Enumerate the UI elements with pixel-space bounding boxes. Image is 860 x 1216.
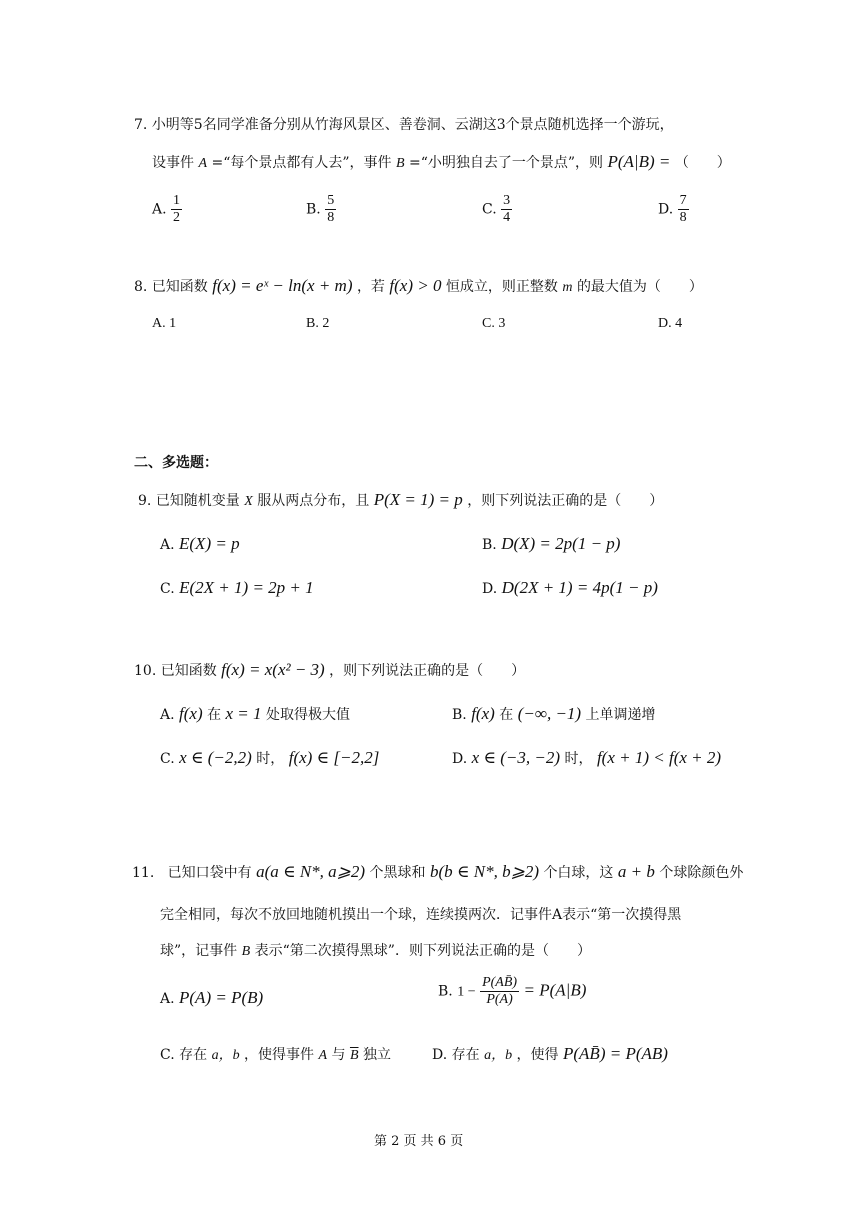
q10-option-d-text: 时， xyxy=(564,751,593,767)
q11-option-b-one: 1 − xyxy=(457,984,476,1000)
q11-option-c-ab: a，b xyxy=(211,1048,240,1063)
q7-text-line1: 小明等5名同学准备分别从竹海风景区、善卷洞、云湖这3个景点随机选择一个游玩， xyxy=(151,117,674,133)
q10-option-b-label: B. xyxy=(452,707,467,723)
q8-text-c: 恒成立，则正整数 xyxy=(445,279,558,295)
q8-condition-expr: f(x) > 0 xyxy=(389,276,442,295)
q11-option-d xyxy=(432,1044,668,1064)
q11-option-d-label: D. xyxy=(432,1047,448,1063)
q7-text-a: 设事件 xyxy=(152,155,194,171)
q9-option-a-expr: E(X) = p xyxy=(179,534,240,553)
page-footer: 第 2 页 共 6 页 xyxy=(374,1134,464,1149)
q9-var-x: X xyxy=(244,494,253,509)
q10-function-expr: f(x) = x(x² − 3) xyxy=(221,660,325,679)
q11-option-c-label: C. xyxy=(160,1047,175,1063)
q7-option-b-label: B. xyxy=(306,201,321,218)
q9-option-d-label: D. xyxy=(482,581,498,597)
q8-text-d: 的最大值为（ ） xyxy=(576,279,703,295)
q7-line1 xyxy=(134,114,674,134)
q10-stem xyxy=(134,660,525,680)
q10-option-b-expr: f(x) xyxy=(471,704,495,723)
q11-option-d-ab: a，b xyxy=(484,1048,513,1063)
q9-option-b-label: B. xyxy=(482,537,497,553)
q8-option-c: C. 3 xyxy=(482,316,506,331)
q11-line1 xyxy=(132,862,743,882)
q7-option-d xyxy=(658,194,689,225)
q10-option-c-label: C. xyxy=(160,751,175,767)
q11-option-b-rhs: = P(A|B) xyxy=(523,980,587,1000)
q7-line2 xyxy=(152,152,731,172)
q7-option-b xyxy=(306,194,336,225)
q7-text-b: =“每个景点都有人去”，事件 xyxy=(211,155,392,171)
q11-text-b: 个黑球和 xyxy=(369,865,426,881)
q7-probability-expr: P(A|B) = xyxy=(607,152,671,171)
q11-option-c-event-a: A xyxy=(318,1048,328,1063)
q9-option-a-label: A. xyxy=(160,537,175,553)
q11-option-a xyxy=(160,988,263,1008)
q9-number: 9. xyxy=(138,493,152,509)
q10-option-a-label: A. xyxy=(160,707,175,723)
q8-text-a: 已知函数 xyxy=(151,279,208,295)
q10-option-c-text: 时， xyxy=(256,751,285,767)
q7-option-b-fraction: $\frac{5}{8}$ xyxy=(327,193,335,225)
q9-option-c xyxy=(160,578,314,598)
q9-option-d xyxy=(482,578,658,598)
q11-total-expr: a + b xyxy=(617,862,655,881)
q10-option-a-expr: f(x) xyxy=(179,704,203,723)
q10-option-a-expr2: x = 1 xyxy=(225,704,262,723)
q11-number: 11. xyxy=(132,865,155,881)
q7-answer-paren: （ ） xyxy=(674,155,731,171)
q11-option-c-text-d: 独立 xyxy=(362,1047,391,1063)
q11-option-d-text-b: ，使得 xyxy=(516,1047,559,1063)
q10-number: 10. xyxy=(134,663,157,679)
q10-option-b-expr2: (−∞, −1) xyxy=(517,704,582,723)
q11-option-d-expr: P(AB̄) = P(AB) xyxy=(563,1044,668,1063)
q10-text-a: 已知函数 xyxy=(160,663,217,679)
q10-option-d-expr: x ∈ (−3, −2) xyxy=(471,748,561,767)
q10-option-d-label: D. xyxy=(452,751,468,767)
q10-option-d-expr2: f(x + 1) < f(x + 2) xyxy=(596,748,722,767)
q11-option-d-text-a: 存在 xyxy=(451,1047,480,1063)
section-multiple-choice-heading: 二、多选题： xyxy=(134,455,218,471)
q8-option-d: D. 4 xyxy=(658,316,683,331)
q8-option-b: B. 2 xyxy=(306,316,330,331)
q9-option-c-label: C. xyxy=(160,581,175,597)
q9-stem xyxy=(138,490,663,510)
q10-option-b-text2: 上单调递增 xyxy=(585,707,656,723)
q11-option-a-expr: P(A) = P(B) xyxy=(179,988,264,1007)
q10-option-b-text: 在 xyxy=(499,707,514,723)
q11-text-d: 个球除颜色外 xyxy=(659,865,744,881)
q9-option-d-expr: D(2X + 1) = 4p(1 − p) xyxy=(501,578,658,597)
q11-option-b-label: B. xyxy=(438,983,453,1000)
q11-option-b xyxy=(438,976,586,1007)
q7-event-a: A xyxy=(198,156,208,171)
q8-number: 8. xyxy=(134,279,148,295)
q11-option-c-event-b-bar: $\overline{B}$ xyxy=(349,1048,359,1063)
q11-black-count-expr: a(a ∈ N*, a⩾2) xyxy=(256,862,366,881)
q7-option-a-label: A. xyxy=(152,201,167,218)
q11-option-b-fraction: $\frac{P(AB̄)}{P(A)}$ xyxy=(482,975,518,1007)
q10-option-c-expr: x ∈ (−2,2) xyxy=(179,748,252,767)
q10-option-b xyxy=(452,704,656,724)
q11-line3-text-b: 表示“第二次摸得黑球”．则下列说法正确的是（ ） xyxy=(254,943,591,959)
q11-line3-text-a: 球”，记事件 xyxy=(160,943,238,959)
q10-text-b: ，则下列说法正确的是（ ） xyxy=(329,663,526,679)
q9-text-b: 服从两点分布，且 xyxy=(257,493,370,509)
q7-option-c-label: C. xyxy=(482,201,497,218)
q7-option-c-fraction: $\frac{3}{4}$ xyxy=(503,193,511,225)
q9-option-c-expr: E(2X + 1) = 2p + 1 xyxy=(179,578,314,597)
q9-option-b-expr: D(X) = 2p(1 − p) xyxy=(501,534,621,553)
q10-option-d xyxy=(452,748,721,768)
q11-option-c xyxy=(160,1044,391,1064)
q11-text-a: 已知口袋中有 xyxy=(167,865,252,881)
q8-function-expr: f(x) = eˣ − ln(x + m) xyxy=(212,276,353,295)
q9-text-a: 已知随机变量 xyxy=(155,493,240,509)
q8-stem xyxy=(134,276,703,296)
q10-option-c-expr2: f(x) ∈ [−2,2] xyxy=(288,748,380,767)
q11-option-c-text-c: 与 xyxy=(331,1047,346,1063)
q10-option-c xyxy=(160,748,379,768)
q11-line2: 完全相同，每次不放回地随机摸出一个球，连续摸两次．记事件A表示“第一次摸得黑 xyxy=(160,907,682,923)
q7-option-d-fraction: $\frac{7}{8}$ xyxy=(679,193,687,225)
q7-text-c: =“小明独自去了一个景点”，则 xyxy=(408,155,604,171)
q11-option-a-label: A. xyxy=(160,991,175,1007)
q9-option-b xyxy=(482,534,620,554)
q7-option-d-label: D. xyxy=(658,201,674,218)
q9-probability-expr: P(X = 1) = p xyxy=(373,490,463,509)
q8-var-m: m xyxy=(562,280,573,295)
q11-event-b: B xyxy=(241,944,251,959)
q11-option-c-text-a: 存在 xyxy=(179,1047,208,1063)
q7-event-b: B xyxy=(395,156,405,171)
q8-text-b: ，若 xyxy=(356,279,385,295)
q10-option-a-text2: 处取得极大值 xyxy=(266,707,350,723)
q11-option-c-text-b: ，使得事件 xyxy=(244,1047,315,1063)
q11-line3 xyxy=(160,940,591,960)
q9-option-a xyxy=(160,534,240,554)
q7-option-a-fraction: $\frac{1}{2}$ xyxy=(173,193,181,225)
q7-option-c xyxy=(482,194,512,225)
q10-option-a xyxy=(160,704,350,724)
q10-option-a-text: 在 xyxy=(207,707,222,723)
q11-white-count-expr: b(b ∈ N*, b⩾2) xyxy=(429,862,539,881)
q7-number: 7. xyxy=(134,117,148,133)
q7-option-a xyxy=(152,194,182,225)
q8-option-a: A. 1 xyxy=(152,316,177,331)
q9-text-c: ，则下列说法正确的是（ ） xyxy=(467,493,664,509)
q11-text-c: 个白球，这 xyxy=(543,865,614,881)
